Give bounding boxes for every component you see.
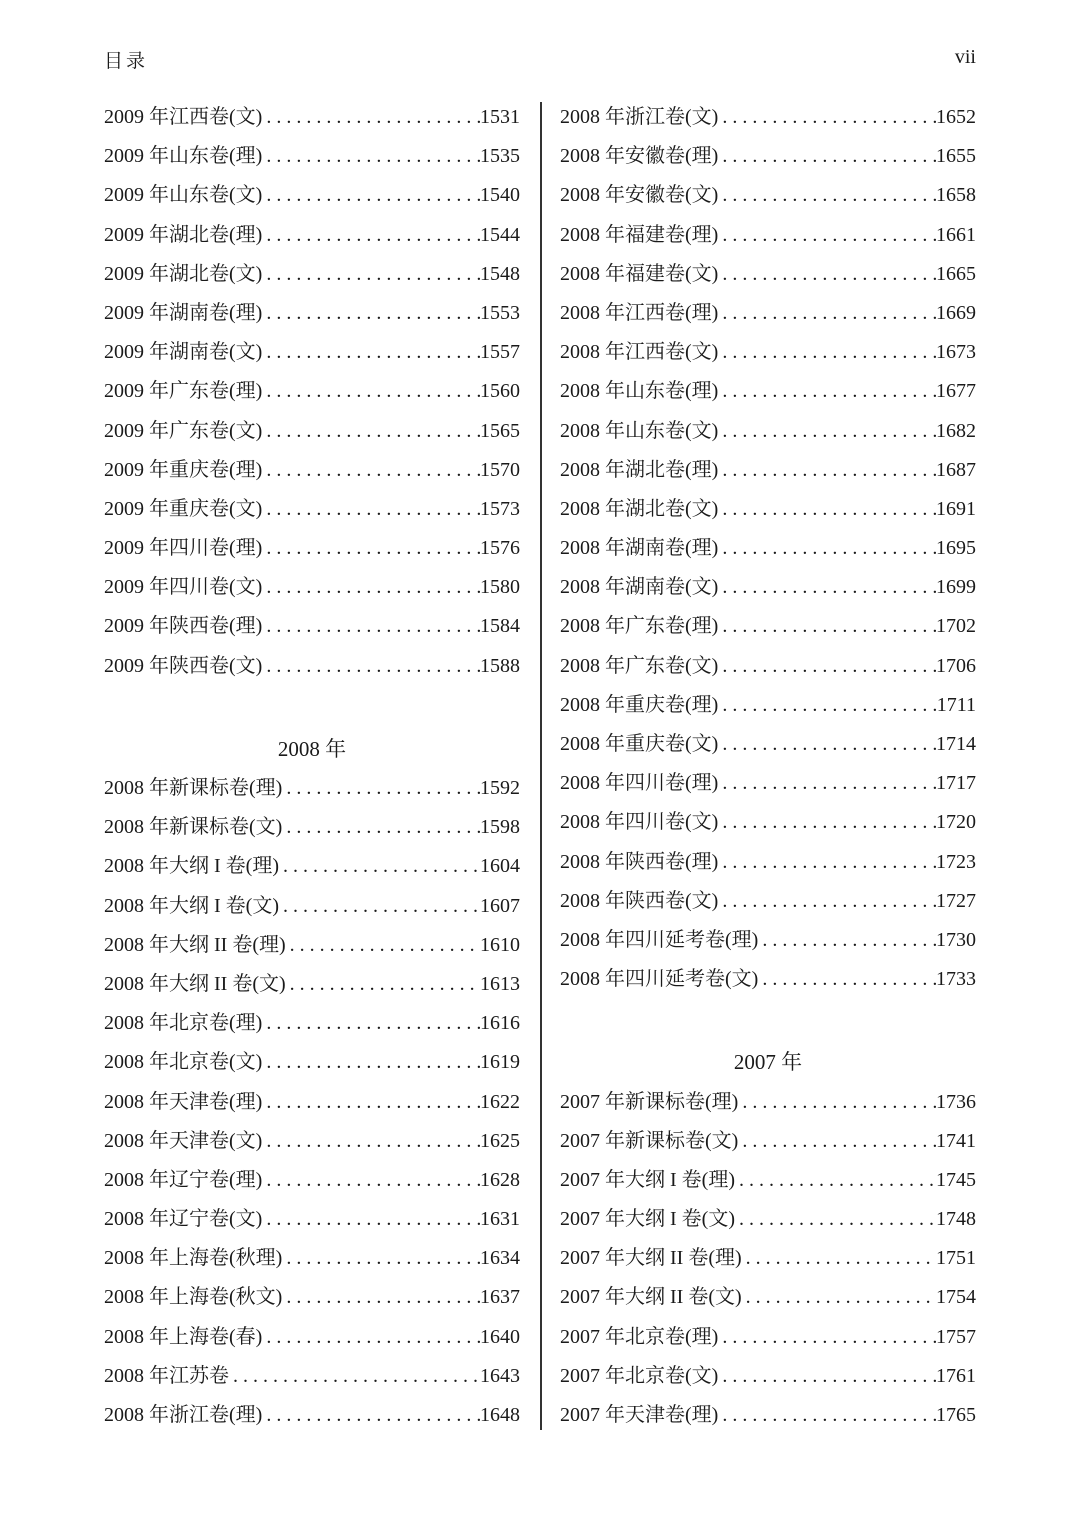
dot-leader (262, 1043, 480, 1082)
dot-leader (718, 98, 936, 137)
toc-entry[interactable] (104, 529, 520, 568)
dot-leader (718, 255, 936, 294)
toc-entry-title: 2008 年江西卷(理) (560, 301, 719, 324)
dot-leader (742, 1278, 936, 1317)
dot-leader (262, 1083, 480, 1122)
toc-entry[interactable] (560, 1161, 976, 1200)
dot-leader (262, 176, 480, 215)
toc-entry-page: 1622 (480, 1090, 520, 1113)
toc-entry[interactable] (560, 647, 976, 686)
dot-leader (262, 607, 480, 646)
toc-entry-title: 2007 年天津卷(理) (560, 1404, 719, 1426)
toc-entry[interactable] (104, 769, 520, 808)
toc-entry[interactable] (560, 1200, 976, 1239)
dot-leader (718, 607, 936, 646)
toc-entry-page: 1706 (936, 654, 976, 677)
toc-entry[interactable] (560, 1083, 976, 1122)
toc-entry[interactable] (560, 98, 976, 137)
dot-leader (738, 1083, 936, 1122)
dot-leader (718, 764, 936, 803)
toc-entry-page: 1560 (480, 380, 520, 403)
toc-entry-page: 1669 (936, 301, 976, 324)
toc-entry-title: 2009 年四川卷(理) (104, 537, 263, 560)
dot-leader (279, 847, 480, 886)
dot-leader (262, 372, 480, 411)
toc-right-column (560, 98, 976, 1435)
toc-entry-page: 1640 (480, 1325, 520, 1348)
toc-entry-title: 2008 年大纲 I 卷(理) (104, 855, 279, 878)
toc-entry[interactable] (560, 1318, 976, 1357)
dot-leader (718, 647, 936, 686)
toc-entry-title: 2007 年北京卷(理) (560, 1325, 719, 1348)
toc-entry-title: 2008 年北京卷(文) (104, 1051, 263, 1074)
dot-leader (262, 1161, 480, 1200)
toc-entry[interactable] (560, 568, 976, 607)
toc-entry-page: 1576 (480, 537, 520, 560)
toc-entry[interactable] (104, 216, 520, 255)
dot-leader (282, 769, 480, 808)
dot-leader (262, 137, 480, 176)
toc-entry-page: 1613 (480, 972, 520, 995)
toc-entry-page: 1598 (480, 816, 520, 839)
dot-leader (718, 372, 936, 411)
toc-entry[interactable] (104, 1043, 520, 1082)
toc-entry-title: 2008 年上海卷(秋文) (104, 1286, 283, 1309)
dot-leader (718, 882, 936, 921)
toc-entry[interactable] (560, 490, 976, 529)
toc-entry[interactable] (560, 607, 976, 646)
toc-entry-page: 1736 (936, 1090, 976, 1113)
toc-entry[interactable] (104, 1396, 520, 1435)
toc-entry[interactable] (104, 176, 520, 215)
dot-leader (262, 1004, 480, 1043)
page-number: vii (954, 46, 976, 68)
toc-entry[interactable] (104, 887, 520, 926)
toc-entry[interactable] (104, 490, 520, 529)
dot-leader (742, 1239, 936, 1278)
toc-entry-page: 1628 (480, 1168, 520, 1191)
toc-entry-title: 2009 年广东卷(理) (104, 380, 263, 403)
toc-entry[interactable] (104, 808, 520, 847)
dot-leader (262, 1122, 480, 1161)
toc-entry[interactable] (560, 764, 976, 803)
toc-entry-title: 2008 年新课标卷(理) (104, 777, 283, 799)
toc-entry[interactable] (104, 607, 520, 646)
toc-entry-title: 2009 年重庆卷(文) (104, 497, 263, 520)
dot-leader (718, 529, 936, 568)
toc-entry-title: 2008 年广东卷(文) (560, 654, 719, 677)
toc-entry-title: 2008 年江苏卷 (104, 1364, 229, 1387)
toc-entry-title: 2008 年江西卷(文) (560, 341, 719, 364)
toc-entry-title: 2008 年重庆卷(文) (560, 733, 719, 755)
dot-leader (262, 1396, 480, 1435)
dot-leader (738, 1122, 936, 1161)
toc-entry-title: 2009 年广东卷(文) (104, 419, 263, 442)
dot-leader (262, 333, 480, 372)
dot-leader (282, 1278, 480, 1317)
toc-entry-page: 1714 (936, 733, 976, 755)
toc-entry-title: 2007 年大纲 I 卷(理) (560, 1168, 735, 1191)
toc-entry[interactable] (560, 255, 976, 294)
toc-entry-page: 1634 (480, 1247, 520, 1270)
toc-entry-page: 1592 (480, 777, 520, 799)
toc-entry-title: 2009 年湖南卷(文) (104, 341, 263, 364)
dot-leader (262, 490, 480, 529)
dot-leader (735, 1200, 936, 1239)
dot-leader (262, 529, 480, 568)
toc-entry[interactable] (560, 137, 976, 176)
toc-entry-page: 1754 (936, 1286, 976, 1309)
toc-entry-title: 2009 年湖北卷(理) (104, 223, 263, 246)
toc-entry-title: 2007 年大纲 II 卷(理) (560, 1247, 742, 1270)
toc-entry-title: 2008 年新课标卷(文) (104, 816, 283, 839)
toc-entry[interactable] (560, 686, 976, 725)
toc-entry-title: 2009 年陕西卷(理) (104, 615, 263, 638)
toc-entry-title: 2008 年山东卷(文) (560, 419, 719, 442)
toc-entry-page: 1607 (480, 894, 520, 917)
toc-entry-page: 1677 (936, 380, 976, 403)
dot-leader (279, 887, 480, 926)
dot-leader (718, 686, 936, 725)
toc-entry[interactable] (560, 412, 976, 451)
toc-entry-page: 1604 (480, 855, 520, 878)
toc-entry-page: 1665 (936, 262, 976, 285)
toc-entry-title: 2007 年新课标卷(理) (560, 1090, 739, 1113)
dot-leader (262, 647, 480, 686)
toc-entry[interactable] (560, 1357, 976, 1396)
toc-entry-page: 1691 (936, 497, 976, 520)
toc-entry-page: 1711 (936, 693, 976, 716)
dot-leader (282, 1239, 480, 1278)
toc-entry[interactable] (104, 1122, 520, 1161)
toc-entry-page: 1655 (936, 145, 976, 168)
toc-entry[interactable] (560, 529, 976, 568)
dot-leader (718, 725, 936, 764)
toc-entry[interactable] (104, 568, 520, 607)
toc-entry[interactable] (560, 960, 976, 999)
toc-entry-title: 2007 年大纲 II 卷(文) (560, 1286, 742, 1309)
toc-entry-title: 2009 年山东卷(文) (104, 184, 263, 207)
toc-entry-title: 2008 年湖北卷(理) (560, 458, 719, 481)
toc-entry-page: 1741 (936, 1129, 976, 1152)
toc-entry-title: 2008 年福建卷(文) (560, 262, 719, 285)
toc-entry-page: 1751 (936, 1247, 976, 1270)
dot-leader (718, 294, 936, 333)
toc-entry[interactable] (104, 1083, 520, 1122)
toc-entry[interactable] (560, 725, 976, 764)
toc-entry-page: 1588 (480, 654, 520, 677)
dot-leader (718, 1318, 936, 1357)
toc-entry-title: 2009 年湖北卷(文) (104, 262, 263, 285)
dot-leader (262, 98, 480, 137)
toc-entry[interactable] (560, 803, 976, 842)
dot-leader (262, 294, 480, 333)
toc-entry-title: 2008 年陕西卷(文) (560, 889, 719, 912)
toc-entry-page: 1658 (936, 184, 976, 207)
toc-entry-title: 2008 年上海卷(春) (104, 1325, 263, 1348)
toc-entry-page: 1730 (936, 928, 976, 951)
toc-entry-page: 1695 (936, 537, 976, 560)
dot-leader (262, 568, 480, 607)
toc-entry-page: 1580 (480, 576, 520, 599)
toc-entry-title: 2008 年四川延考卷(理) (560, 928, 759, 951)
toc-entry[interactable] (104, 1318, 520, 1357)
toc-entry-page: 1648 (480, 1404, 520, 1426)
toc-entry[interactable] (560, 843, 976, 882)
toc-entry-title: 2008 年四川卷(文) (560, 811, 719, 834)
toc-entry[interactable] (104, 647, 520, 686)
toc-entry-page: 1573 (480, 497, 520, 520)
toc-entry-title: 2008 年辽宁卷(文) (104, 1208, 263, 1231)
toc-entry-page: 1687 (936, 458, 976, 481)
toc-entry-title: 2008 年浙江卷(理) (104, 1404, 263, 1426)
toc-entry[interactable] (104, 1004, 520, 1043)
dot-leader (262, 216, 480, 255)
toc-entry[interactable] (560, 451, 976, 490)
toc-entry[interactable] (104, 412, 520, 451)
dot-leader (718, 490, 936, 529)
toc-entry[interactable] (560, 294, 976, 333)
toc-entry-page: 1643 (480, 1364, 520, 1387)
toc-entry[interactable] (104, 451, 520, 490)
toc-entry[interactable] (104, 137, 520, 176)
dot-leader (758, 921, 936, 960)
toc-entry-page: 1661 (936, 223, 976, 246)
toc-entry[interactable] (104, 294, 520, 333)
toc-entry-page: 1557 (480, 341, 520, 364)
toc-entry-title: 2009 年山东卷(理) (104, 145, 263, 168)
toc-entry-page: 1570 (480, 458, 520, 481)
dot-leader (262, 412, 480, 451)
dot-leader (735, 1161, 936, 1200)
toc-entry-title: 2007 年北京卷(文) (560, 1364, 719, 1387)
dot-leader (718, 216, 936, 255)
toc-entry-page: 1544 (480, 223, 520, 246)
toc-entry[interactable] (560, 333, 976, 372)
toc-entry-title: 2008 年山东卷(理) (560, 380, 719, 403)
toc-entry-page: 1723 (936, 850, 976, 873)
toc-entry-page: 1565 (480, 419, 520, 442)
section-heading-2007: 2007 年 (733, 1050, 803, 1075)
toc-group-2009 (104, 98, 520, 686)
dot-leader (286, 926, 480, 965)
toc-entry-title: 2009 年重庆卷(理) (104, 458, 263, 481)
toc-entry[interactable] (560, 921, 976, 960)
toc-left-column (104, 98, 520, 1435)
toc-group-2008-left (104, 769, 520, 1435)
toc-entry-page: 1761 (936, 1364, 976, 1387)
toc-entry-page: 1699 (936, 576, 976, 599)
toc-entry-page: 1748 (936, 1208, 976, 1231)
toc-entry[interactable] (104, 1239, 520, 1278)
section-heading-2008: 2008 年 (277, 736, 347, 761)
dot-leader (718, 137, 936, 176)
toc-entry-page: 1535 (480, 145, 520, 168)
toc-entry-title: 2008 年安徽卷(理) (560, 145, 719, 168)
dot-leader (718, 568, 936, 607)
toc-entry-page: 1637 (480, 1286, 520, 1309)
dot-leader (262, 1318, 480, 1357)
toc-entry-title: 2009 年陕西卷(文) (104, 654, 263, 677)
dot-leader (718, 412, 936, 451)
dot-leader (718, 1357, 936, 1396)
dot-leader (262, 451, 480, 490)
dot-leader (718, 451, 936, 490)
dot-leader (758, 960, 936, 999)
toc-entry-title: 2007 年新课标卷(文) (560, 1129, 739, 1152)
toc-entry[interactable] (104, 98, 520, 137)
section-gap (560, 999, 976, 1043)
toc-entry-title: 2008 年福建卷(理) (560, 223, 719, 246)
section-gap (104, 686, 520, 730)
dot-leader (718, 843, 936, 882)
toc-entry-title: 2008 年湖南卷(理) (560, 537, 719, 560)
toc-entry-title: 2008 年湖南卷(文) (560, 576, 719, 599)
dot-leader (262, 255, 480, 294)
toc-entry-title: 2008 年重庆卷(理) (560, 693, 719, 716)
toc-entry-page: 1717 (936, 772, 976, 795)
toc-entry-page: 1652 (936, 106, 976, 128)
toc-entry-title: 2008 年四川卷(理) (560, 772, 719, 795)
toc-entry-page: 1745 (936, 1168, 976, 1191)
dot-leader (286, 965, 480, 1004)
toc-entry-title: 2008 年广东卷(理) (560, 615, 719, 638)
toc-entry-title: 2008 年湖北卷(文) (560, 497, 719, 520)
toc-entry[interactable] (560, 372, 976, 411)
toc-entry[interactable] (560, 176, 976, 215)
column-divider (540, 102, 542, 1430)
toc-entry-page: 1616 (480, 1012, 520, 1035)
toc-entry-page: 1619 (480, 1051, 520, 1074)
toc-entry-page: 1625 (480, 1129, 520, 1152)
toc-entry[interactable] (560, 1239, 976, 1278)
toc-entry-title: 2007 年大纲 I 卷(文) (560, 1208, 735, 1231)
toc-entry-title: 2008 年北京卷(理) (104, 1012, 263, 1035)
toc-entry[interactable] (560, 1122, 976, 1161)
toc-entry-page: 1727 (936, 889, 976, 912)
toc-entry-title: 2008 年大纲 I 卷(文) (104, 894, 279, 917)
toc-entry-title: 2008 年四川延考卷(文) (560, 968, 759, 991)
toc-entry-title: 2008 年上海卷(秋理) (104, 1247, 283, 1270)
toc-entry-title: 2009 年四川卷(文) (104, 576, 263, 599)
toc-entry-page: 1540 (480, 184, 520, 207)
toc-entry-title: 2008 年大纲 II 卷(理) (104, 933, 286, 956)
page-header (104, 46, 976, 74)
toc-entry[interactable] (104, 1200, 520, 1239)
toc-entry[interactable] (104, 965, 520, 1004)
dot-leader (262, 1200, 480, 1239)
toc-entry-page: 1682 (936, 419, 976, 442)
toc-entry[interactable] (560, 1396, 976, 1435)
toc-entry-title: 2008 年天津卷(文) (104, 1129, 263, 1152)
toc-entry-title: 2008 年天津卷(理) (104, 1090, 263, 1113)
toc-entry[interactable] (104, 926, 520, 965)
toc-entry[interactable] (104, 372, 520, 411)
toc-entry-title: 2009 年江西卷(文) (104, 106, 263, 128)
toc-entry-page: 1673 (936, 341, 976, 364)
toc-entry-page: 1631 (480, 1208, 520, 1231)
toc-entry-title: 2008 年辽宁卷(理) (104, 1168, 263, 1191)
toc-entry[interactable] (104, 255, 520, 294)
toc-entry-title: 2008 年浙江卷(文) (560, 106, 719, 128)
toc-entry-page: 1584 (480, 615, 520, 638)
toc-entry-page: 1733 (936, 968, 976, 991)
dot-leader (718, 333, 936, 372)
toc-entry[interactable] (104, 1278, 520, 1317)
toc-entry[interactable] (104, 333, 520, 372)
dot-leader (229, 1357, 480, 1396)
toc-entry-page: 1757 (936, 1325, 976, 1348)
toc-entry[interactable] (104, 1161, 520, 1200)
toc-entry-title: 2009 年湖南卷(理) (104, 301, 263, 324)
toc-entry-page: 1702 (936, 615, 976, 638)
toc-entry[interactable] (560, 216, 976, 255)
toc-entry-title: 2008 年陕西卷(理) (560, 850, 719, 873)
toc-entry-title: 2008 年大纲 II 卷(文) (104, 972, 286, 995)
toc-entry[interactable] (560, 882, 976, 921)
toc-entry[interactable] (560, 1278, 976, 1317)
toc-entry[interactable] (104, 847, 520, 886)
toc-group-2008-right (560, 98, 976, 999)
toc-entry-page: 1720 (936, 811, 976, 834)
toc-entry-page: 1610 (480, 933, 520, 956)
toc-entry-page: 1548 (480, 262, 520, 285)
toc-entry-title: 2008 年安徽卷(文) (560, 184, 719, 207)
dot-leader (718, 1396, 936, 1435)
toc-entry-page: 1553 (480, 301, 520, 324)
section-title: 目录 (104, 51, 149, 72)
dot-leader (282, 808, 480, 847)
toc-entry-page: 1765 (936, 1404, 976, 1426)
dot-leader (718, 176, 936, 215)
dot-leader (718, 803, 936, 842)
toc-entry-page: 1531 (480, 106, 520, 128)
toc-entry[interactable] (104, 1357, 520, 1396)
toc-group-2007 (560, 1083, 976, 1436)
